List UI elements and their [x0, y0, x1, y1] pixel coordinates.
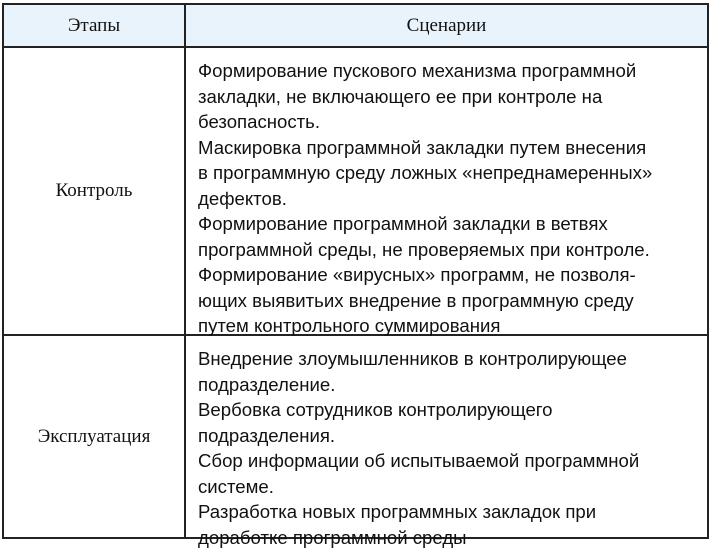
scenarios-cell: [186, 336, 707, 537]
scenario-line: путем контрольного суммирования: [198, 313, 693, 339]
scenario-line: дефектов.: [198, 186, 693, 212]
scenario-line: безопасность.: [198, 109, 693, 135]
scenario-line: Внедрение злоумышленников в контролирующее: [198, 346, 693, 372]
scenario-line: Вербовка сотрудников контролирующего: [198, 397, 693, 423]
table-row: [4, 48, 707, 336]
scenario-line: доработке программной среды: [198, 525, 693, 550]
table-header-row: [4, 5, 707, 48]
scenario-line: ющих выявитьих внедрение в программную среду: [198, 288, 693, 314]
header-scenarios: Сценарии: [186, 5, 707, 46]
scenario-line: подразделения.: [198, 423, 693, 449]
scenario-line: Формирование пускового механизма программной: [198, 58, 693, 84]
table-row: [4, 336, 707, 537]
scenario-line: Маскировка программной закладки путем внесения: [198, 135, 693, 161]
scenario-line: Разработка новых программных закладок при: [198, 499, 693, 525]
stage-cell: Эксплуатация: [4, 336, 186, 537]
scenario-line: подразделение.: [198, 372, 693, 398]
scenario-line: программной среды, не проверяемых при контроле.: [198, 237, 693, 263]
scenarios-table: [2, 3, 709, 539]
scenario-line: системе.: [198, 474, 693, 500]
header-stages: Этапы: [4, 5, 186, 46]
scenario-line: в программную среду ложных «непреднамеренных»: [198, 160, 693, 186]
scenario-line: Сбор информации об испытываемой программной: [198, 448, 693, 474]
scenario-line: Формирование «вирусных» программ, не позволя-: [198, 262, 693, 288]
scenarios-cell: [186, 48, 707, 334]
stage-cell: Контроль: [4, 48, 186, 334]
scenario-line: Формирование программной закладки в ветвях: [198, 211, 693, 237]
scenario-line: закладки, не включающего ее при контроле на: [198, 84, 693, 110]
